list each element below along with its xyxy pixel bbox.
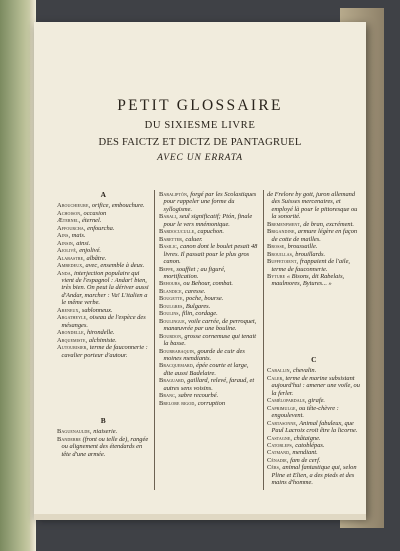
glossary-entry bbox=[57, 436, 150, 458]
glossary-headword: Brigandine, bbox=[267, 228, 297, 236]
glossary-definition: sabre recourbé. bbox=[178, 392, 219, 400]
glossary-headword: Ainsin, bbox=[57, 239, 75, 247]
glossary-headword: Bracquemard, bbox=[159, 362, 195, 370]
glossary-definition: niaiserie. bbox=[93, 428, 118, 436]
glossary-headword: Bougette, bbox=[159, 295, 185, 303]
glossary-definition: ainsi. bbox=[76, 239, 91, 247]
glossary-entry bbox=[159, 288, 259, 295]
glossary-section-c bbox=[267, 356, 361, 487]
subtitle-line-2: DES FAICTZ ET DICTZ DE PANTAGRUEL bbox=[98, 137, 302, 148]
glossary-definition: ou tête-chèvre : engoulevent. bbox=[271, 404, 339, 420]
glossary-entry bbox=[57, 314, 150, 329]
glossary-entry bbox=[267, 228, 361, 243]
page-title: PETIT GLOSSAIRE bbox=[117, 97, 283, 114]
glossary-definition: ou Behour, combat. bbox=[183, 280, 233, 288]
glossary-entry bbox=[57, 210, 150, 217]
glossary-headword: Baretter, bbox=[159, 235, 184, 243]
glossary-definition: sablonneux. bbox=[81, 306, 113, 314]
glossary-entry bbox=[57, 202, 150, 209]
glossary-headword: Buffetoient, bbox=[267, 258, 299, 266]
glossary-entry bbox=[159, 303, 259, 310]
glossary-entry bbox=[57, 217, 150, 224]
glossary-definition: chevalin. bbox=[292, 367, 317, 375]
glossary-entry bbox=[267, 464, 361, 486]
glossary-definition: oiseau de l'espèce des mésanges. bbox=[61, 314, 146, 329]
glossary-headword: Camélopardale, bbox=[267, 397, 307, 405]
glossary-headword: Ains, bbox=[57, 232, 71, 240]
entries-b-end bbox=[267, 191, 361, 288]
column-rule-2 bbox=[263, 190, 264, 490]
subtitle-line-1: DU SIXIESME LIVRE bbox=[144, 120, 256, 131]
glossary-section-b bbox=[57, 417, 150, 458]
glossary-definition: souffiet ; au figuré, mortification. bbox=[163, 265, 226, 280]
glossary-headword: Bardocuculle, bbox=[159, 228, 196, 236]
glossary-headword: Catmand, bbox=[267, 449, 291, 457]
glossary-entry bbox=[267, 258, 361, 273]
glossary-definition: alchimiste. bbox=[88, 336, 117, 344]
glossary-entry bbox=[267, 457, 361, 464]
glossary-headword: Branc, bbox=[159, 392, 177, 400]
glossary-definition: armure légère en façon de cotte de mailles. bbox=[271, 228, 358, 243]
glossary-entry bbox=[159, 280, 259, 287]
glossary-definition: grosse cornemuse qui tenait la basse. bbox=[163, 332, 257, 348]
glossary-entry bbox=[159, 213, 259, 228]
glossary-definition: caluer. bbox=[185, 235, 203, 243]
glossary-entry bbox=[267, 191, 361, 221]
glossary-entry bbox=[267, 251, 361, 258]
glossary-entry bbox=[159, 310, 259, 317]
glossary-entry bbox=[57, 262, 150, 269]
glossary-entry bbox=[57, 270, 150, 307]
glossary-headword: Barali, bbox=[159, 213, 178, 221]
glossary-definition: girafe. bbox=[308, 397, 326, 405]
glossary-definition: de bran, excrément. bbox=[303, 220, 354, 228]
glossary-entry bbox=[159, 295, 259, 302]
glossary-entry bbox=[159, 228, 259, 235]
glossary-entry bbox=[267, 420, 361, 435]
glossary-headword: Baraliptón, bbox=[159, 191, 189, 198]
glossary-definition: gaillard, relevé, faraud, et autres sens voisins. bbox=[163, 377, 255, 392]
glossary-headword: Achoison, bbox=[57, 209, 82, 217]
page-bottom-edge bbox=[34, 514, 366, 520]
glossary-definition: mais. bbox=[71, 232, 86, 240]
glossary-definition: Animal fabuleux, que Paul Lacroix croit être la licorne. bbox=[271, 419, 358, 435]
glossary-headword: Arquemiste, bbox=[57, 336, 88, 344]
glossary-headword: Bourrabaquin, bbox=[159, 347, 196, 355]
glossary-definition: terme de marine subsistant aujourd'hui : amener une voile, ou la ferler. bbox=[271, 374, 360, 397]
glossary-headword: Boulgres, bbox=[159, 302, 185, 310]
glossary-entry bbox=[267, 273, 361, 288]
glossary-entry bbox=[267, 367, 361, 374]
glossary-entry bbox=[159, 362, 259, 377]
column-rule-1 bbox=[154, 190, 155, 490]
glossary-definition: frappaient de l'aile, terme de fauconnerie. bbox=[271, 258, 351, 273]
glossary-definition: animal fantastique qui, selon Pline et Elien, a des pieds et des mains d'homme. bbox=[271, 464, 357, 487]
glossary-headword: Æternel, bbox=[57, 217, 81, 225]
glossary-headword: Ajolivé, bbox=[57, 247, 78, 255]
glossary-definition: voile carrée, de perroquet, manœuvrée par une bouline. bbox=[163, 317, 257, 333]
glossary-definition: fam de cerf. bbox=[290, 456, 321, 464]
glossary-entry bbox=[267, 375, 361, 397]
glossary-entry bbox=[159, 191, 259, 213]
entries-b-continued bbox=[159, 191, 259, 407]
glossary-definition: hirondelle. bbox=[86, 329, 115, 337]
glossary-definition: orifice, embouchure. bbox=[91, 202, 145, 210]
glossary-entry bbox=[57, 255, 150, 262]
glossary-definition: seul significatif; Ptón, finale pour le vers mnémonique. bbox=[163, 213, 253, 228]
glossary-entry bbox=[159, 377, 259, 392]
glossary-headword: Cartasonne, bbox=[267, 419, 298, 427]
glossary-definition: « Bisons, dit Rabelais, maulmores, Bytures... » bbox=[271, 272, 345, 288]
glossary-headword: Argatheyle, bbox=[57, 314, 88, 322]
glossary-headword: Caballin, bbox=[267, 367, 292, 375]
glossary-definition: corruption bbox=[197, 399, 226, 407]
section-letter-c: C bbox=[311, 355, 317, 364]
glossary-entry bbox=[159, 400, 259, 407]
glossary-headword: Boulins, bbox=[159, 310, 181, 318]
glossary-column-2 bbox=[159, 191, 259, 407]
glossary-definition: éternel. bbox=[82, 217, 102, 225]
glossary-column-1 bbox=[57, 191, 150, 359]
glossary-definition: (front ou telle de), rangée ou alignement des étendards en tête d'une armée. bbox=[61, 435, 149, 458]
glossary-entry bbox=[57, 232, 150, 239]
glossary-entry bbox=[57, 329, 150, 336]
glossary-headword: Bourdon, bbox=[159, 332, 183, 340]
glossary-definition: enjolivé. bbox=[79, 247, 102, 255]
glossary-headword: Cérs, bbox=[267, 464, 281, 472]
book-cover-edge bbox=[0, 0, 34, 551]
glossary-definition: albâtre. bbox=[86, 254, 107, 262]
glossary-headword: Affourcha, bbox=[57, 224, 86, 232]
section-letter-a: A bbox=[100, 190, 107, 199]
glossary-definition: canon dont le boulet pesait 48 livres. Il passait pour le plus gros canon. bbox=[163, 243, 258, 266]
glossary-definition: brouillards. bbox=[295, 250, 326, 258]
entries-c bbox=[267, 367, 361, 486]
glossary-headword: Byture bbox=[267, 272, 286, 280]
glossary-headword: Cénadie, bbox=[267, 456, 289, 464]
glossary-headword: Beppe, bbox=[159, 265, 175, 273]
glossary-entry bbox=[159, 266, 259, 281]
glossary-definition: épée courte et large, dite aussi Badelaire. bbox=[163, 362, 249, 377]
glossary-entry bbox=[159, 243, 259, 265]
glossary-entry bbox=[267, 221, 361, 228]
glossary-definition: enfourcha. bbox=[87, 224, 115, 232]
glossary-definition: occasion bbox=[83, 209, 107, 217]
glossary-definition: mendiant. bbox=[292, 449, 318, 457]
glossary-definition: gourde de cuir des moines mendiants. bbox=[163, 347, 245, 362]
glossary-column-3 bbox=[267, 191, 361, 288]
glossary-definition: broussaille. bbox=[287, 243, 318, 251]
glossary-headword: Brosse, bbox=[267, 243, 287, 251]
glossary-definition: avec, ensemble à deux. bbox=[85, 262, 145, 270]
entries-b bbox=[57, 428, 150, 458]
glossary-headword: Alabastre, bbox=[57, 254, 85, 262]
glossary-headword: Brelore bigod, bbox=[159, 399, 197, 407]
glossary-definition: interjection populaire qui vient de l'espagnol : Andar! bien, très bien. On peut la dériver aussi d'Andar, marcher : Va! L'italien a le même verbe. bbox=[61, 269, 149, 307]
glossary-entry bbox=[159, 333, 259, 348]
glossary-entry bbox=[57, 344, 150, 359]
glossary-headword: Castagne, bbox=[267, 434, 293, 442]
section-letter-b: B bbox=[100, 416, 107, 425]
glossary-headword: Blandice, bbox=[159, 287, 184, 295]
glossary-headword: Ambedeux, bbox=[57, 262, 84, 270]
glossary-headword: Autourisier, bbox=[57, 344, 89, 352]
glossary-definition: forgé par les Scolastiques pour rappeler une forme du syllogisme. bbox=[163, 191, 257, 213]
glossary-headword: Anda, bbox=[57, 269, 73, 277]
glossary-definition: Bulgares. bbox=[185, 302, 211, 310]
glossary-headword: Behours, bbox=[159, 280, 182, 288]
glossary-entry bbox=[159, 348, 259, 363]
glossary-definition: caresse. bbox=[184, 287, 206, 295]
glossary-headword: Boulingue, bbox=[159, 317, 187, 325]
glossary-headword: Banderre bbox=[57, 435, 81, 443]
glossary-entry bbox=[159, 318, 259, 333]
glossary-entry bbox=[159, 236, 259, 243]
glossary-definition: terme de fauconnerie : cavalier porteur d'autour. bbox=[61, 344, 148, 359]
glossary-headword: Arondelle, bbox=[57, 329, 86, 337]
glossary-definition: châtaigne. bbox=[293, 434, 321, 442]
glossary-definition: catoblépas. bbox=[295, 441, 325, 449]
glossary-headword: Braguard, bbox=[159, 377, 186, 385]
glossary-entry bbox=[57, 240, 150, 247]
glossary-definition: filin, cordage. bbox=[181, 310, 218, 318]
glossary-entry bbox=[57, 428, 150, 435]
glossary-entry bbox=[267, 405, 361, 420]
glossary-entry bbox=[57, 337, 150, 344]
glossary-entry bbox=[267, 435, 361, 442]
glossary-definition: de Frelore by gott, juron allemand des Suisses mercenaires, et employé là pour le pittoresque ou la sonorité. bbox=[267, 191, 358, 221]
glossary-entry bbox=[159, 392, 259, 399]
subtitle-line-3: AVEC UN ERRATA bbox=[157, 153, 243, 163]
glossary-entry bbox=[57, 225, 150, 232]
glossary-entry bbox=[267, 397, 361, 404]
glossary-definition: poche, bourse. bbox=[185, 295, 224, 303]
glossary-headword: Abouchieure, bbox=[57, 202, 91, 210]
glossary-entry bbox=[57, 307, 150, 314]
glossary-headword: Brouillas, bbox=[267, 250, 294, 258]
glossary-headword: Areneux, bbox=[57, 306, 81, 314]
glossary-headword: Basilic, bbox=[159, 243, 179, 251]
glossary-entry bbox=[267, 442, 361, 449]
entries-a bbox=[57, 202, 150, 359]
glossary-headword: Bremenfment, bbox=[267, 220, 302, 228]
glossary-entry bbox=[267, 449, 361, 456]
glossary-entry bbox=[267, 243, 361, 250]
glossary-definition: capuchon. bbox=[197, 228, 224, 236]
glossary-headword: Baguenaulde, bbox=[57, 428, 92, 436]
glossary-entry bbox=[57, 247, 150, 254]
glossary-headword: Caprimulge, bbox=[267, 404, 298, 412]
glossary-headword: Caler, bbox=[267, 374, 284, 382]
glossary-headword: Catobleps, bbox=[267, 441, 294, 449]
